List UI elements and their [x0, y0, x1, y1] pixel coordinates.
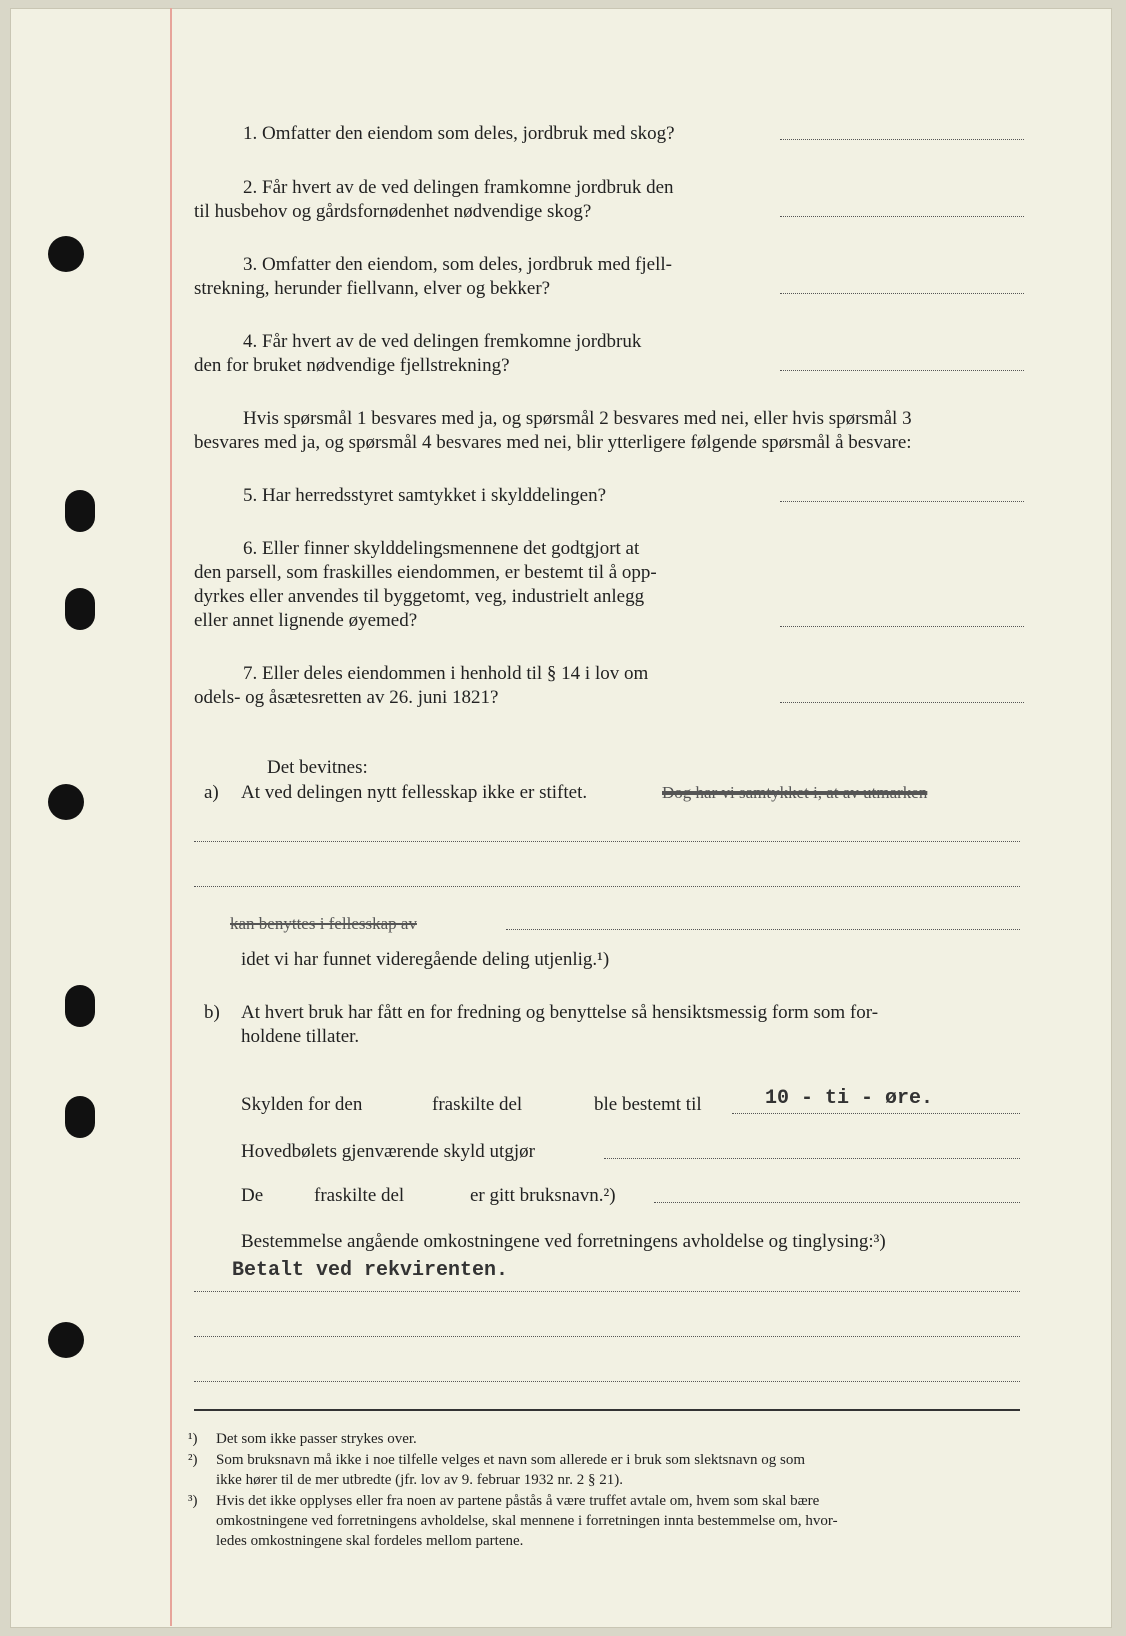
- answer-line-6[interactable]: [780, 626, 1024, 627]
- question-7-line-2: odels- og åsætesretten av 26. juni 1821?: [194, 687, 499, 708]
- skyld-line[interactable]: [732, 1113, 1020, 1114]
- item-a-struck-line: kan benyttes i fellesskap av: [230, 914, 417, 933]
- certify-heading: Det bevitnes:: [267, 757, 368, 778]
- condition-line-2: besvares med ja, og spørsmål 4 besvares med nei, blir ytterligere følgende spørsmål å besvare:: [194, 432, 912, 453]
- binder-hole: [48, 784, 84, 820]
- margin-rule: [170, 8, 172, 1626]
- bestemmelse-line-1[interactable]: [194, 1291, 1020, 1292]
- item-b-label: b): [204, 1002, 220, 1023]
- footnote-3-mark: ³): [188, 1493, 198, 1509]
- hovedbol-line[interactable]: [604, 1158, 1020, 1159]
- bestemmelse-value: Betalt ved rekvirenten.: [232, 1259, 509, 1282]
- skyld-value: 10 - ti - øre.: [765, 1087, 934, 1110]
- question-4-line-1: 4. Får hvert av de ved delingen fremkomne jordbruk: [243, 331, 642, 352]
- footnote-divider: [194, 1409, 1020, 1411]
- item-b-line-2: holdene tillater.: [241, 1026, 360, 1047]
- question-6-line-2: den parsell, som fraskilles eiendommen, er bestemt til å opp-: [194, 562, 657, 583]
- footnote-2-line-2: ikke hører til de mer utbredte (jfr. lov av 9. februar 1932 nr. 2 § 21).: [216, 1472, 623, 1488]
- footnote-3-line-3: ledes omkostningene skal fordeles mellom partene.: [216, 1533, 524, 1549]
- condition-line-1: Hvis spørsmål 1 besvares med ja, og spørsmål 2 besvares med nei, eller hvis spørsmål 3: [243, 408, 912, 429]
- answer-line-2[interactable]: [780, 216, 1024, 217]
- footnote-1-mark: ¹): [188, 1431, 198, 1447]
- bestemmelse-label: Bestemmelse angående omkostningene ved forretningens avholdelse og tinglysing:³): [241, 1231, 886, 1252]
- item-b-line-1: At hvert bruk har fått en for fredning og benyttelse så hensiktsmessig form som for-: [241, 1002, 879, 1023]
- footnote-2-mark: ²): [188, 1452, 198, 1468]
- item-a-label: a): [204, 782, 219, 803]
- question-2-line-1: 2. Får hvert av de ved delingen framkomne jordbruk den: [243, 177, 674, 198]
- answer-line-1[interactable]: [780, 139, 1024, 140]
- bestemmelse-line-3[interactable]: [194, 1381, 1020, 1382]
- skyld-end: ble bestemt til: [594, 1094, 702, 1115]
- bruksnavn-label-1: De: [241, 1185, 264, 1206]
- item-a-text: At ved delingen nytt fellesskap ikke er stiftet.: [241, 782, 588, 803]
- question-5: 5. Har herredsstyret samtykket i skylddelingen?: [243, 485, 607, 506]
- item-a-line-1[interactable]: [194, 841, 1020, 842]
- bruksnavn-label-3: er gitt bruksnavn.²): [470, 1185, 616, 1206]
- binder-hole: [65, 985, 95, 1027]
- question-6-line-3: dyrkes eller anvendes til byggetomt, veg, industrielt anlegg: [194, 586, 645, 607]
- item-a-line-3[interactable]: [506, 929, 1020, 930]
- question-3-line-1: 3. Omfatter den eiendom, som deles, jordbruk med fjell-: [243, 254, 672, 275]
- binder-hole: [48, 1322, 84, 1358]
- document-page: [10, 8, 1112, 1628]
- binder-hole: [65, 490, 95, 532]
- footnote-2-line-1: Som bruksnavn må ikke i noe tilfelle velges et navn som allerede er i bruk som slektsnavn og som: [216, 1452, 806, 1468]
- item-a-line-2[interactable]: [194, 886, 1020, 887]
- skyld-label: Skylden for den: [241, 1094, 363, 1115]
- question-7-line-1: 7. Eller deles eiendommen i henhold til § 14 i lov om: [243, 663, 649, 684]
- binder-hole: [65, 588, 95, 630]
- bruksnavn-line[interactable]: [654, 1202, 1020, 1203]
- footnote-3-line-2: omkostningene ved forretningens avholdelse, skal mennene i forretningen innta bestemmelse om, hvor-: [216, 1513, 838, 1529]
- answer-line-7[interactable]: [780, 702, 1024, 703]
- question-6-line-4: eller annet lignende øyemed?: [194, 610, 418, 631]
- question-1: 1. Omfatter den eiendom som deles, jordbruk med skog?: [243, 123, 675, 144]
- hovedbol-label: Hovedbølets gjenværende skyld utgjør: [241, 1141, 535, 1162]
- binder-hole: [48, 236, 84, 272]
- bruksnavn-label-2: fraskilte del: [314, 1185, 405, 1206]
- footnote-1: Det som ikke passer strykes over.: [216, 1431, 417, 1447]
- question-6-line-1: 6. Eller finner skylddelingsmennene det godtgjort at: [243, 538, 640, 559]
- question-3-line-2: strekning, herunder fiellvann, elver og bekker?: [194, 278, 551, 299]
- footnote-3-line-1: Hvis det ikke opplyses eller fra noen av partene påstås å være truffet avtale om, hvem som skal bære: [216, 1493, 820, 1509]
- answer-line-3[interactable]: [780, 293, 1024, 294]
- binder-hole: [65, 1096, 95, 1138]
- question-4-line-2: den for bruket nødvendige fjellstrekning?: [194, 355, 510, 376]
- answer-line-5[interactable]: [780, 501, 1024, 502]
- answer-line-4[interactable]: [780, 370, 1024, 371]
- question-2-line-2: til husbehov og gårdsfornødenhet nødvendige skog?: [194, 201, 592, 222]
- item-a-line-4: idet vi har funnet videregående deling utjenlig.¹): [241, 949, 610, 970]
- skyld-middle: fraskilte del: [432, 1094, 523, 1115]
- bestemmelse-line-2[interactable]: [194, 1336, 1020, 1337]
- item-a-struck-text: Dog har vi samtykket i, at av utmarken: [662, 783, 928, 802]
